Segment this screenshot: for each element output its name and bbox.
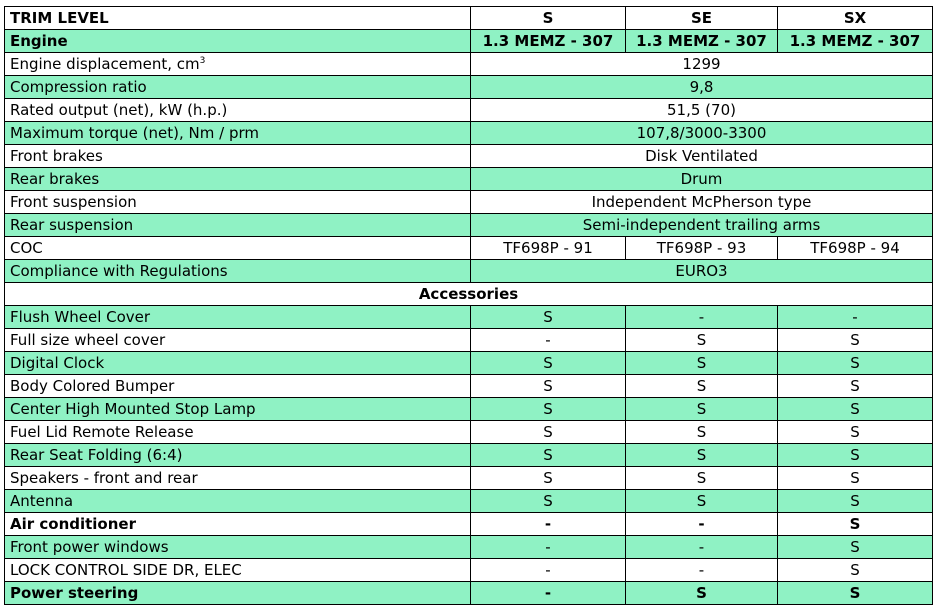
accessory-se: S	[626, 375, 778, 398]
accessory-row	[5, 375, 933, 398]
spec-label: Compression ratio	[5, 76, 471, 99]
engine-sx: 1.3 MEMZ - 307	[778, 30, 933, 53]
spec-value: 1299	[471, 53, 933, 76]
accessory-sx: S	[778, 467, 933, 490]
trim-spec-table	[4, 6, 933, 605]
accessory-label: Speakers - front and rear	[5, 467, 471, 490]
accessory-sx: S	[778, 490, 933, 513]
accessory-label: Antenna	[5, 490, 471, 513]
accessory-sx: -	[778, 306, 933, 329]
accessory-s: S	[471, 375, 626, 398]
accessory-label: Rear Seat Folding (6:4)	[5, 444, 471, 467]
accessory-se: S	[626, 398, 778, 421]
accessory-se: S	[626, 490, 778, 513]
spec-row	[5, 145, 933, 168]
trim-level-header: TRIM LEVEL	[5, 7, 471, 30]
accessory-row	[5, 398, 933, 421]
spec-label: Rear suspension	[5, 214, 471, 237]
spec-value: 107,8/3000-3300	[471, 122, 933, 145]
accessory-label: Power steering	[5, 582, 471, 605]
spec-label	[5, 53, 471, 76]
accessory-row	[5, 536, 933, 559]
accessory-sx: S	[778, 375, 933, 398]
accessory-s: S	[471, 306, 626, 329]
accessory-row	[5, 490, 933, 513]
compliance-value: EURO3	[471, 260, 933, 283]
accessory-se: -	[626, 559, 778, 582]
spec-label: Maximum torque (net), Nm / prm	[5, 122, 471, 145]
engine-row	[5, 30, 933, 53]
coc-label: COC	[5, 237, 471, 260]
accessory-s: S	[471, 421, 626, 444]
spec-value: Semi-independent trailing arms	[471, 214, 933, 237]
accessory-se: S	[626, 329, 778, 352]
accessory-se: S	[626, 582, 778, 605]
header-row	[5, 7, 933, 30]
spec-label: Front brakes	[5, 145, 471, 168]
accessory-sx: S	[778, 421, 933, 444]
accessory-sx: S	[778, 559, 933, 582]
accessory-row	[5, 467, 933, 490]
spec-row	[5, 76, 933, 99]
engine-label: Engine	[5, 30, 471, 53]
spec-label: Front suspension	[5, 191, 471, 214]
accessory-label: Center High Mounted Stop Lamp	[5, 398, 471, 421]
accessory-s: -	[471, 582, 626, 605]
accessory-row	[5, 582, 933, 605]
accessory-sx: S	[778, 329, 933, 352]
coc-row	[5, 237, 933, 260]
spec-value: 9,8	[471, 76, 933, 99]
accessory-s: S	[471, 490, 626, 513]
trim-se-header: SE	[626, 7, 778, 30]
accessory-sx: S	[778, 398, 933, 421]
spec-label: Rear brakes	[5, 168, 471, 191]
spec-value: Independent McPherson type	[471, 191, 933, 214]
accessory-se: S	[626, 352, 778, 375]
spec-value: 51,5 (70)	[471, 99, 933, 122]
accessory-label: Body Colored Bumper	[5, 375, 471, 398]
accessory-se: -	[626, 513, 778, 536]
accessory-s: S	[471, 444, 626, 467]
accessory-row	[5, 329, 933, 352]
spec-row	[5, 53, 933, 76]
trim-sx-header: SX	[778, 7, 933, 30]
coc-sx: TF698P - 94	[778, 237, 933, 260]
accessory-label: Fuel Lid Remote Release	[5, 421, 471, 444]
compliance-label: Compliance with Regulations	[5, 260, 471, 283]
accessory-se: -	[626, 536, 778, 559]
spec-row	[5, 168, 933, 191]
accessory-row	[5, 513, 933, 536]
accessory-sx: S	[778, 444, 933, 467]
accessory-row	[5, 352, 933, 375]
accessory-s: S	[471, 398, 626, 421]
engine-s: 1.3 MEMZ - 307	[471, 30, 626, 53]
accessory-label: Front power windows	[5, 536, 471, 559]
accessory-se: S	[626, 444, 778, 467]
accessory-sx: S	[778, 536, 933, 559]
spec-table-container	[4, 6, 933, 605]
accessories-section-row	[5, 283, 933, 306]
accessory-sx: S	[778, 352, 933, 375]
spec-label-text: Engine displacement, cm	[10, 55, 200, 73]
engine-se: 1.3 MEMZ - 307	[626, 30, 778, 53]
accessory-s: -	[471, 513, 626, 536]
spec-value: Disk Ventilated	[471, 145, 933, 168]
accessory-label: Digital Clock	[5, 352, 471, 375]
accessory-sx: S	[778, 582, 933, 605]
accessory-label: LOCK CONTROL SIDE DR, ELEC	[5, 559, 471, 582]
coc-s: TF698P - 91	[471, 237, 626, 260]
accessory-label: Full size wheel cover	[5, 329, 471, 352]
spec-row	[5, 122, 933, 145]
accessory-s: -	[471, 536, 626, 559]
coc-se: TF698P - 93	[626, 237, 778, 260]
accessory-s: -	[471, 559, 626, 582]
spec-label: Rated output (net), kW (h.p.)	[5, 99, 471, 122]
accessories-title: Accessories	[5, 283, 933, 306]
trim-s-header: S	[471, 7, 626, 30]
spec-value: Drum	[471, 168, 933, 191]
accessory-sx: S	[778, 513, 933, 536]
accessory-s: S	[471, 352, 626, 375]
cubic-superscript: 3	[199, 56, 206, 66]
spec-row	[5, 191, 933, 214]
accessory-row	[5, 444, 933, 467]
accessory-row	[5, 421, 933, 444]
spec-row	[5, 99, 933, 122]
accessory-label: Air conditioner	[5, 513, 471, 536]
accessory-s: -	[471, 329, 626, 352]
accessory-se: S	[626, 467, 778, 490]
spec-row	[5, 214, 933, 237]
accessory-label: Flush Wheel Cover	[5, 306, 471, 329]
accessory-s: S	[471, 467, 626, 490]
accessory-se: S	[626, 421, 778, 444]
accessory-se: -	[626, 306, 778, 329]
accessory-row	[5, 306, 933, 329]
accessory-row	[5, 559, 933, 582]
compliance-row	[5, 260, 933, 283]
